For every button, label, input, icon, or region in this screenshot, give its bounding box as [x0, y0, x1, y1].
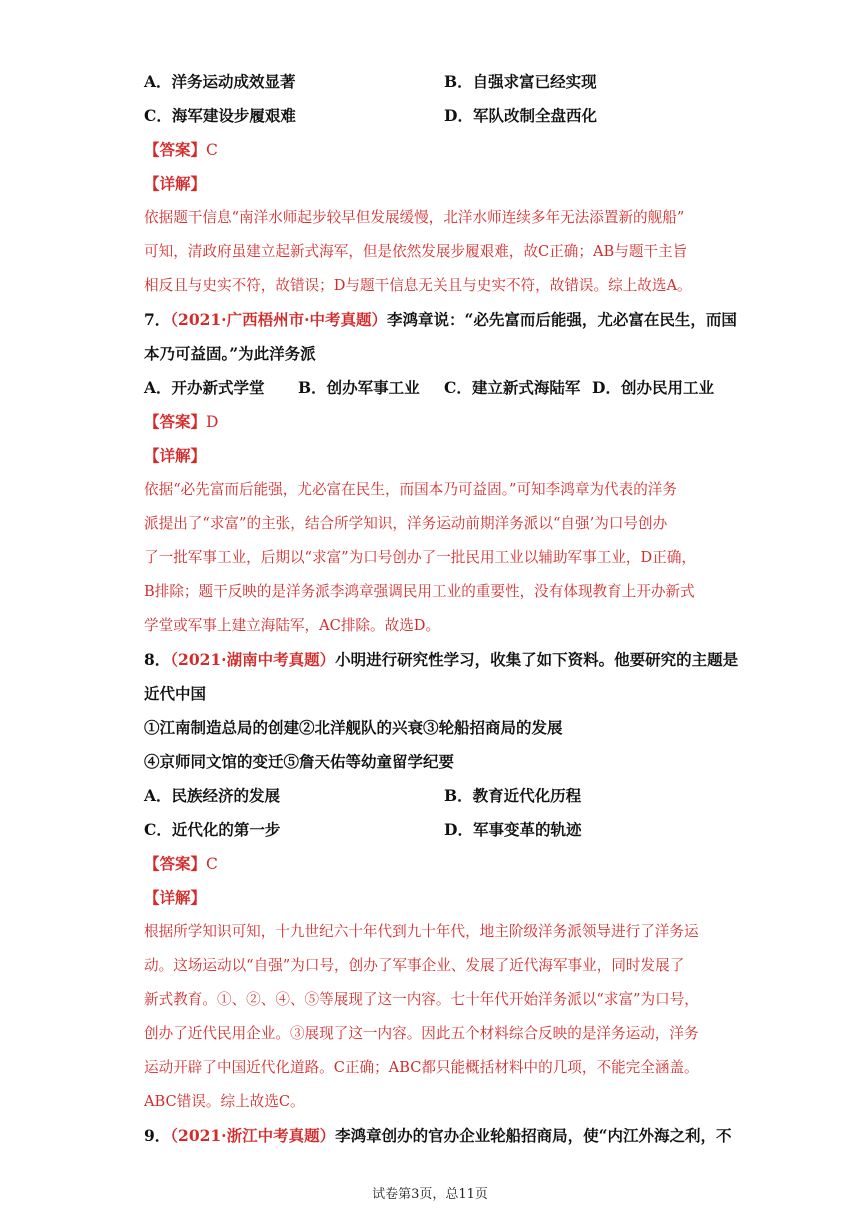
q8-detail-label: 【详解】 — [144, 888, 207, 907]
q8-stem-text: 小明进行研究性学习，收集了如下资料。他要研究的主题是 — [335, 650, 739, 669]
q6-answer — [144, 133, 724, 167]
q8-explanation-line-5: 运动开辟了中国近代化道路。C正确；ABC都只能概括材料中的几项，不能完全涵盖。 — [144, 1059, 699, 1076]
q8-explanation-line-1: 根据所学知识可知，十九世纪六十年代到九十年代，地主阶级洋务派领导进行了洋务运 — [144, 923, 699, 940]
q7-option-c: C．建立新式海陆军 — [444, 378, 581, 397]
q6-option-c: C．海军建设步履艰难 — [144, 106, 296, 125]
answer-value: C — [206, 141, 218, 159]
q7-stem-text: 李鸿章说：“必先富而后能强，尤必富在民生，而国 — [386, 310, 737, 329]
q7-stem-line-1 — [144, 303, 737, 337]
q7-options-row — [144, 371, 724, 405]
answer-label: 【答案】 — [144, 140, 207, 159]
q8-number: 8． — [144, 650, 171, 669]
q9-stem-line-1 — [144, 1119, 732, 1153]
q7-explanation-line-4: B排除；题干反映的是洋务派李鸿章强调民用工业的重要性，没有体现教育上开办新式 — [144, 583, 695, 600]
q8-stem-line-1 — [144, 643, 739, 677]
q8-explanation-line-2: 动。这场运动以“自强”为口号，创办了军事企业、发展了近代海军事业，同时发展了 — [144, 957, 685, 974]
q8-option-d: D．军事变革的轨迹 — [444, 820, 582, 839]
q8-materials-line-1: ①江南制造总局的创建②北洋舰队的兴衰③轮船招商局的发展 — [144, 718, 563, 737]
q7-option-a: A．开办新式学堂 — [144, 378, 265, 397]
q7-stem-line-2: 本乃可益固。”为此洋务派 — [144, 344, 316, 363]
q8-options-row-2 — [144, 813, 724, 847]
q7-explanation-line-3: 了一批军事工业，后期以“求富”为口号创办了一批民用工业以辅助军事工业，D正确， — [144, 549, 697, 566]
q6-option-a: A．洋务运动成效显著 — [144, 72, 296, 91]
q8-option-a: A．民族经济的发展 — [144, 786, 281, 805]
q8-explanation-line-6: ABC错误。综上故选C。 — [144, 1093, 305, 1110]
q7-explanation-line-1: 依据“必先富而后能强，尤必富在民生，而国本乃可益固。”可知李鸿章为代表的洋务 — [144, 481, 677, 498]
q7-answer — [144, 405, 724, 439]
q7-source: （2021·广西梧州市·中考真题） — [170, 310, 387, 329]
q9-number: 9． — [144, 1126, 171, 1145]
q7-option-d: D．创办民用工业 — [592, 378, 714, 397]
q6-detail-label: 【详解】 — [144, 174, 207, 193]
q9-source: （2021·浙江中考真题） — [170, 1126, 336, 1145]
q6-options-row-1 — [144, 65, 724, 99]
q8-explanation-line-4: 创办了近代民用企业。③展现了这一内容。因此五个材料综合反映的是洋务运动，洋务 — [144, 1025, 699, 1042]
page-footer: 试卷第3页，总11页 — [372, 1187, 488, 1202]
q6-option-b: B．自强求富已经实现 — [444, 72, 597, 91]
answer-value: C — [206, 855, 218, 873]
q8-option-c: C．近代化的第一步 — [144, 820, 281, 839]
answer-value: D — [206, 413, 219, 431]
q7-explanation-line-5: 学堂或军事上建立海陆军，AC排除。故选D。 — [144, 617, 441, 634]
q7-explanation-line-2: 派提出了“求富”的主张，结合所学知识，洋务运动前期洋务派以“自强’为口号创办 — [144, 515, 668, 532]
q9-stem-text: 李鸿章创办的官办企业轮船招商局，使“内江外海之利，不 — [335, 1126, 732, 1145]
q7-option-b: B．创办军事工业 — [298, 378, 420, 397]
q8-options-row-1 — [144, 779, 724, 813]
q7-number: 7． — [144, 310, 171, 329]
q7-detail-label: 【详解】 — [144, 446, 207, 465]
q6-option-d: D．军队改制全盘西化 — [444, 106, 597, 125]
q6-explanation-line-2: 可知，清政府虽建立起新式海军，但是依然发展步履艰难，故C正确；AB与题干主旨 — [144, 243, 688, 260]
answer-label: 【答案】 — [144, 412, 207, 431]
answer-label: 【答案】 — [144, 854, 207, 873]
q8-explanation-line-3: 新式教育。①、②、④、⑤等展现了这一内容。七十年代开始洋务派以“求富”为口号， — [144, 991, 699, 1008]
q8-materials-line-2: ④京师同文馆的变迁⑤詹天佑等幼童留学纪要 — [144, 752, 455, 771]
q8-source: （2021·湖南中考真题） — [170, 650, 336, 669]
q6-explanation-line-1: 依据题干信息“南洋水师起步较早但发展缓慢，北洋水师连续多年无法添置新的舰船” — [144, 209, 685, 226]
q8-stem-line-2: 近代中国 — [144, 684, 207, 703]
q8-option-b: B．教育近代化历程 — [444, 786, 582, 805]
q6-options-row-2 — [144, 99, 724, 133]
q6-explanation-line-3: 相反且与史实不符，故错误；D与题干信息无关且与史实不符，故错误。综上故选A。 — [144, 277, 692, 294]
q8-answer — [144, 847, 724, 881]
